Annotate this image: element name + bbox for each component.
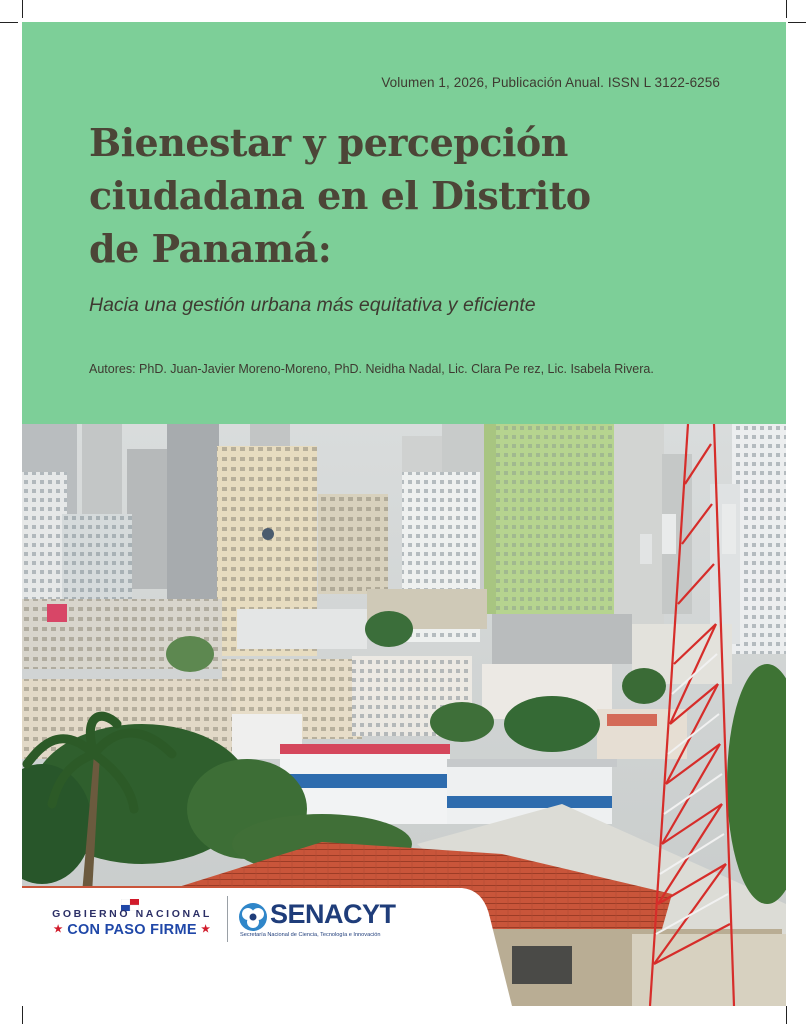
crop-mark — [786, 0, 787, 18]
document-subtitle: Hacia una gestión urbana más equitativa y eficiente — [89, 294, 536, 316]
volume-line: Volumen 1, 2026, Publicación Anual. ISSN L 3122-6256 — [381, 75, 720, 90]
gobierno-top-line: GOBIERNO NACIONAL — [52, 908, 212, 920]
senacyt-logo-icon — [238, 902, 268, 932]
gobierno-slogan: CON PASO FIRME — [67, 922, 197, 938]
document-cover — [22, 22, 786, 1006]
senacyt-name: SENACYT — [270, 899, 396, 929]
crop-mark — [22, 1006, 23, 1024]
cover-header — [22, 22, 786, 424]
logo-divider — [227, 896, 228, 942]
crop-mark — [0, 22, 18, 23]
document-title: Bienestar y percepción ciudadana en el Distrito de Panamá: — [89, 120, 591, 271]
crop-mark — [788, 22, 806, 23]
star-icon: ★ — [201, 924, 211, 935]
star-icon: ★ — [53, 924, 63, 935]
gobierno-nacional-logo — [44, 908, 220, 938]
crop-mark — [786, 1006, 787, 1024]
crop-mark — [22, 0, 23, 18]
senacyt-subtitle: Secretaría Nacional de Ciencia, Tecnología e Innovación — [240, 932, 381, 938]
gobierno-bottom-line — [44, 922, 220, 938]
authors-line: Autores: PhD. Juan-Javier Moreno-Moreno, PhD. Neidha Nadal, Lic. Clara Pe rez, Lic. Isabela Rivera. — [89, 362, 654, 376]
